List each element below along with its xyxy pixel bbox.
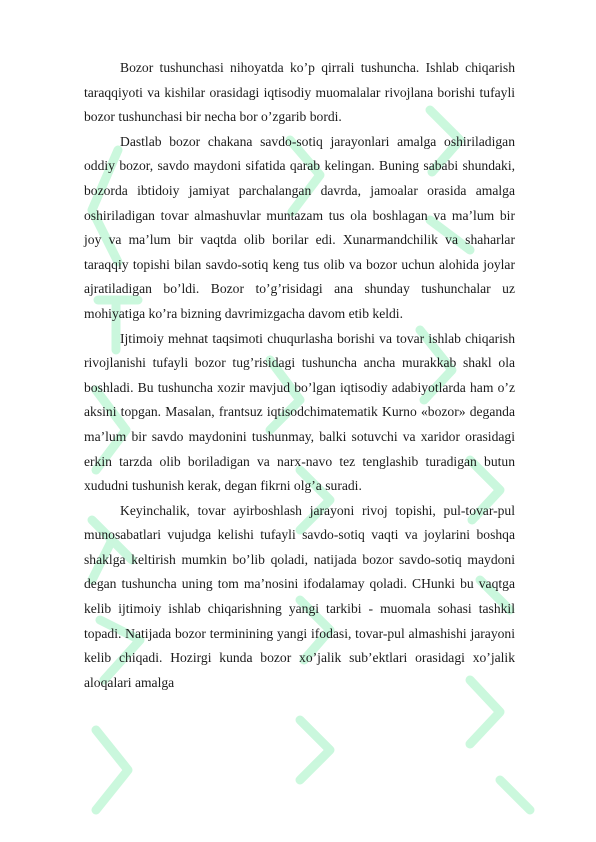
- paragraph-1: Bozor tushunchasi nihoyatda ko’p qirrali tushuncha. Ishlab chiqarish taraqqiyoti va kishilar orasidagi iqtisodiy muomalalar rivojlana borishi tufayli bozor tushunchasi bir necha bor o’zgarib bordi.: [84, 60, 515, 125]
- paragraph-3: Ijtimoiy mehnat taqsimoti chuqurlasha borishi va tovar ishlab chiqarish rivojlanishi tufayli bozor tug’risidagi tushuncha ancha murakkab shakl ola boshladi. Bu tushuncha xozir mavjud bo’lgan iqtisodiy adabiyotlarda ham o’z aksini topgan. Masalan, frantsuz iqtisodchimatematik Kurno «bozor» deganda ma’lum bir savdo maydonini tushunmay, balki sotuvchi va xaridor orasidagi erkin tarzda olib boriladigan va narx-navo tez tenglashib turadigan butun xududni tushunish kerak, degan fikrni olg’a suradi.: [84, 330, 515, 494]
- watermark-mark: [96, 730, 128, 810]
- watermark-mark: [300, 720, 330, 780]
- paragraph-2: Dastlab bozor chakana savdo-sotiq jarayonlari amalga oshiriladigan oddiy bozor, savdo maydoni sifatida qarab kelingan. Buning sababi shundaki, bozorda ibtidoiy jamiyat parchalangan davrda, jamoalar orasida amalga oshiriladigan tovar almashuvlar muntazam tus ola boshlagan va ma’lum bir joy va ma’lum bir vaqtda olib borilar edi. Xunarmandchilik va shaharlar taraqqiy topishi bilan savdo-sotiq keng tus olib va bozor uchun alohida joylar ajratiladigan bo’ldi. Bozor to’g’risidagi ana shunday tushunchalar uz mohiyatiga ko’ra bizning davrimizgacha davom etib keldi.: [84, 133, 515, 321]
- watermark-mark: [500, 780, 530, 810]
- paragraph-4: Keyinchalik, tovar ayirboshlash jarayoni rivoj topishi, pul-tovar-pul munosabatlari vujudga kelishi tufayli savdo-sotiq vaqti va joylarini boshqa shaklga keltirish mumkin bo’lib qoladi, natijada bozor savdo-sotiq maydoni degan tushuncha uning tom ma’nosini ifodalamay qoladi. CHunki bu vaqtga kelib ijtimoiy ishlab chiqarishning yangi tarkibi - muomala sohasi tashkil topadi. Natijada bozor terminining yangi ifodasi, tovar-pul almashishi jarayoni kelib chiqadi. Hozirgi kunda bozor xo’jalik sub’ektlari orasidagi xo’jalik aloqalari amalga: [84, 502, 515, 690]
- document-body: [84, 56, 515, 695]
